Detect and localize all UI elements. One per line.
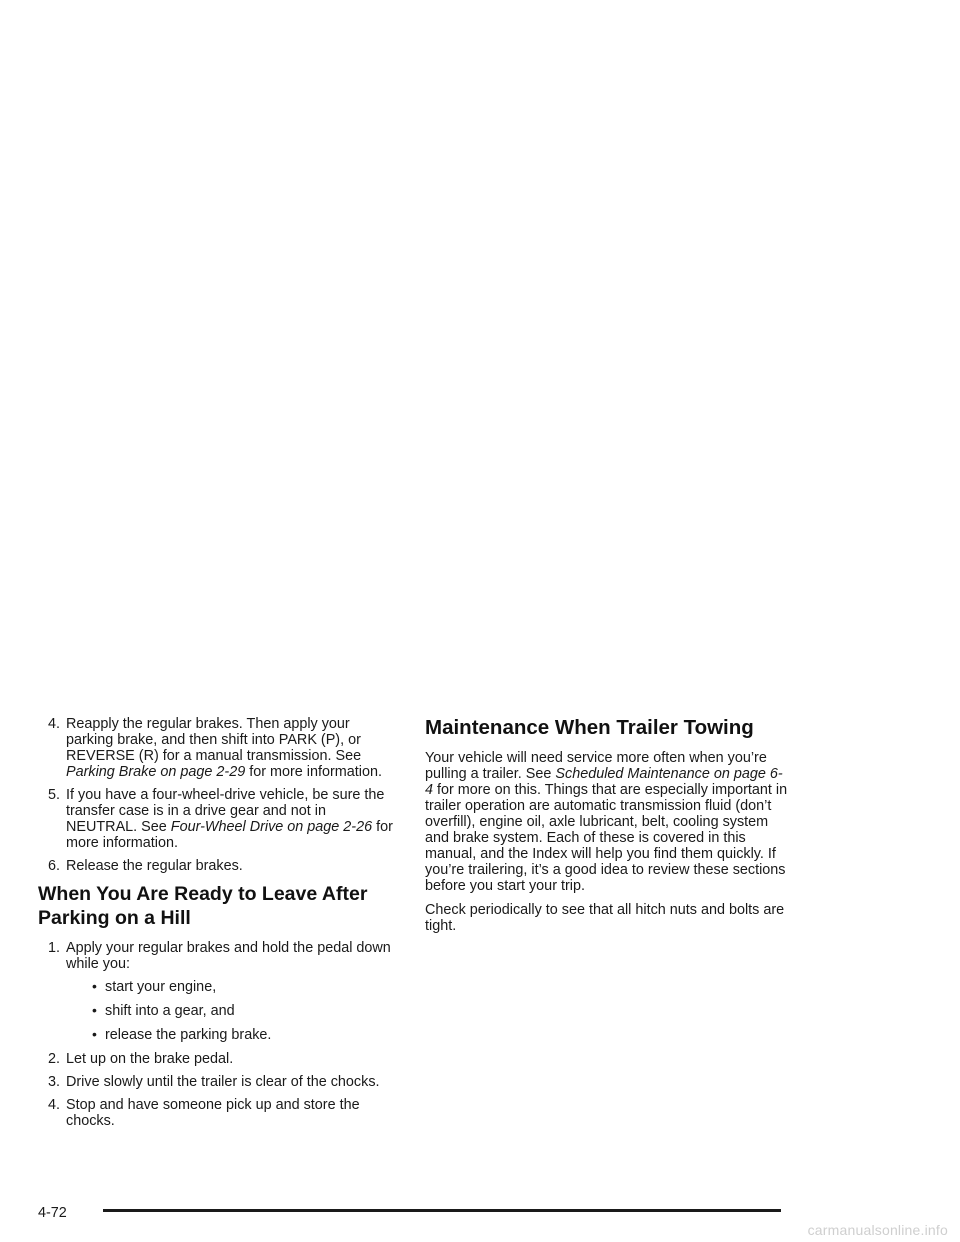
section-heading-leave-hill: When You Are Ready to Leave After Parking on a Hill: [38, 883, 368, 929]
ref-parking-brake[interactable]: Parking Brake on page 2-29: [66, 764, 246, 780]
watermark: carmanualsonline.info: [807, 1222, 948, 1238]
footer-rule: [103, 1209, 781, 1212]
right-column: [425, 716, 790, 942]
step-1-apply-brakes: 1. Apply your regular brakes and hold the pedal down while you:: [48, 940, 391, 972]
page-number: 4-72: [38, 1205, 67, 1221]
bullet-shift-gear: • shift into a gear, and: [87, 1003, 398, 1019]
hitch-paragraph: Check periodically to see that all hitch nuts and bolts are tight.: [425, 902, 785, 934]
ref-scheduled-maintenance[interactable]: Scheduled Maintenance on page 6-4: [425, 766, 783, 798]
step-6-release: 6. Release the regular brakes.: [48, 858, 243, 874]
step-2-let-up: 2. Let up on the brake pedal.: [48, 1051, 234, 1067]
left-column: [38, 716, 398, 1136]
section-heading-maintenance: Maintenance When Trailer Towing: [425, 716, 754, 739]
step-5-four-wheel: 5. If you have a four-wheel-drive vehicle, be sure the transfer case is in a drive gear and not in NEUTRAL. See Four-Wheel Drive on page 2-26 for more information.: [48, 787, 393, 851]
ref-four-wheel-drive[interactable]: Four-Wheel Drive on page 2-26: [170, 819, 373, 835]
maintenance-paragraph: Your vehicle will need service more often when you’re pulling a trailer. See Scheduled Maintenance on page 6-4 for more on this. Things that are especially important in trailer operation are automatic transmission fluid (don’t overfill), engine oil, axle lubricant, belt, cooling system and brake system. Each of these is covered in this manual, and the Index will help you find them quickly. If you’re trailering, it’s a good idea to review these sections before you start your trip.: [425, 750, 788, 894]
bullet-release-brake: • release the parking brake.: [87, 1027, 398, 1043]
bullet-start-engine: • start your engine,: [87, 979, 398, 995]
step-3-drive-slowly: 3. Drive slowly until the trailer is clear of the chocks.: [48, 1074, 380, 1090]
step-4-store-chocks: 4. Stop and have someone pick up and store the chocks.: [48, 1097, 360, 1129]
bullet-list: [38, 979, 398, 1043]
step-4-reapply: 4. Reapply the regular brakes. Then apply your parking brake, and then shift into PARK (P), or REVERSE (R) for a manual transmission. See Parking Brake on page 2-29 for more information.: [48, 716, 382, 780]
